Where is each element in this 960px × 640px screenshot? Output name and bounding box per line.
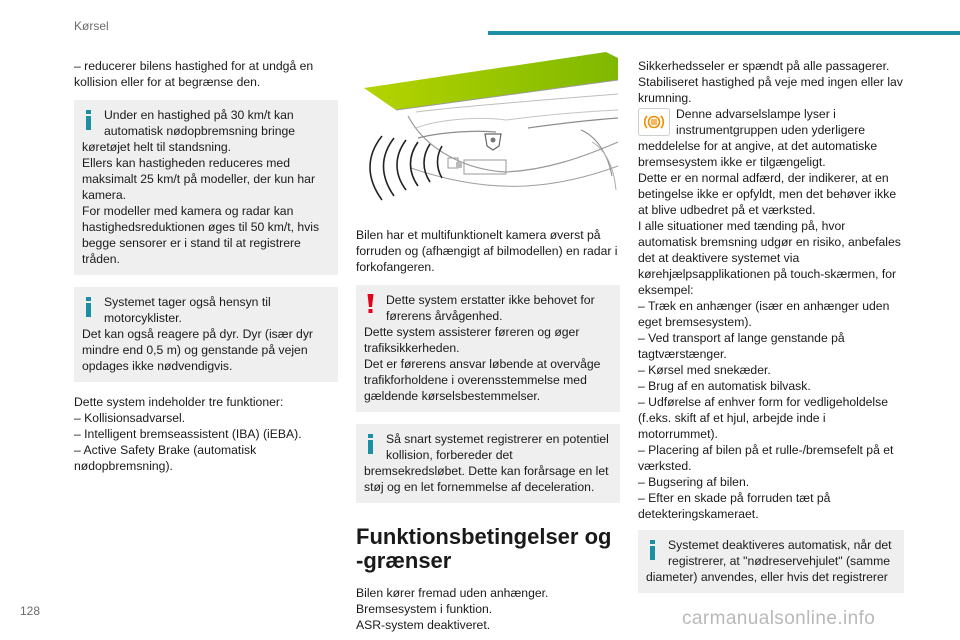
column-1 <box>74 58 338 474</box>
normal-behaviour-text: Dette er en normal adfærd, der indikerer, at en betingelse ikke er opfyldt, men det behøver ikke at blive udbedret på et værksted. <box>638 171 897 217</box>
situation-item: – Kørsel med snekæder. <box>638 363 771 377</box>
info-icon <box>86 110 91 130</box>
situation-item: – Efter en skade på forruden tæt på detekteringskameraet. <box>638 491 831 521</box>
condition-item: Bilen kører fremad uden anhænger. <box>356 586 549 600</box>
watermark: carmanualsonline.info <box>682 608 876 629</box>
info-box-collision-first: Så snart systemet registrerer en potentiel kollision, forbereder det <box>386 432 609 462</box>
info-box-speed <box>74 100 338 275</box>
info-box-collision-rest: bremsekredsløbet. Dette kan forårsage en let støj og en let fornemmelse af deceleration. <box>364 464 609 494</box>
warning-lamp-rest: meddelelse for at angive, at det automatiske bremsesystem ikke er tilgængeligt. <box>638 139 878 169</box>
header-accent-bar <box>488 31 960 35</box>
section-heading: Funktionsbetingelser og -grænser <box>356 524 612 573</box>
function-item: – Kollisionsadvarsel. <box>74 411 186 425</box>
situation-item: – Udførelse af enhver form for vedligeholdelse (f.eks. skift af et hjul, arbejde inde i motorrummet). <box>638 395 888 441</box>
info-box-spare-wheel <box>638 530 904 593</box>
info-box-motorcyclists-first: Systemet tager også hensyn til motorcyklister. <box>104 295 271 325</box>
situation-item: – Ved transport af lange genstande på tagtværstænger. <box>638 331 845 361</box>
warning-box-first: Dette system erstatter ikke behovet for førerens årvågenhed. <box>386 293 595 323</box>
info-box-spare-wheel-first: Systemet deaktiveres automatisk, når det registrerer, at "nødreservehjulet" (samme <box>668 538 892 568</box>
warning-lamp-row <box>638 106 904 138</box>
condition-item: ASR-system deaktiveret. <box>356 618 491 632</box>
intro-text: – reducerer bilens hastighed for at undgå en kollision eller for at begrænse den. <box>74 59 314 89</box>
info-icon <box>86 297 91 317</box>
condition-item: Stabiliseret hastighed på veje med ingen eller lav krumning. <box>638 75 903 105</box>
info-box-collision <box>356 424 620 503</box>
situation-item: – Bugsering af bilen. <box>638 475 750 489</box>
info-box-speed-line3: For modeller med kamera og radar kan hastighedsreduktionen øges til 50 km/t, hvis begge sensorer er i stand til at registrere tråden. <box>82 204 320 266</box>
situation-item: – Træk en anhænger (især en anhænger uden eget bremsesystem). <box>638 299 890 329</box>
windshield-highlight <box>364 52 618 110</box>
condition-item: Sikkerhedsseler er spændt på alle passagerer. <box>638 59 890 73</box>
column-2 <box>356 50 620 633</box>
info-icon <box>368 434 373 454</box>
column-3 <box>638 58 904 593</box>
info-icon <box>650 540 655 560</box>
info-box-motorcyclists-rest: Det kan også reagere på dyr. Dyr (især dyr mindre end 0,5 m) og genstande på vejen opdages ikke nødvendigvis. <box>82 327 313 373</box>
warning-box-line2: Dette system assisterer føreren og øger trafiksikkerheden. <box>364 325 580 355</box>
car-front-illustration <box>356 50 620 210</box>
warning-box-line3: Det er førerens ansvar løbende at overvåge trafikforholdene i overensstemmelse med gældende kørselsbestemmelser. <box>364 357 601 403</box>
page-number: 128 <box>20 604 41 618</box>
section-title: Kørsel <box>74 19 109 33</box>
radar-waves <box>370 136 442 200</box>
condition-item: Bremsesystem i funktion. <box>356 602 493 616</box>
camera-text: Bilen har et multifunktionelt kamera øverst på forruden og (afhængigt af bilmodellen) en radar i forkofangeren. <box>356 228 618 274</box>
situations-intro: I alle situationer med tænding på, hvor automatisk bremsning udgør en risiko, anbefales det at deaktivere systemet via kørehjælpsapplikationen på touch-skærmen, for eksempel: <box>638 219 901 297</box>
brand-logo <box>485 134 501 150</box>
function-item: – Active Safety Brake (automatisk nødopbremsning). <box>74 443 257 473</box>
info-box-speed-first: Under en hastighed på 30 km/t kan automatisk nødopbremsning bringe <box>104 108 296 138</box>
function-item: – Intelligent bremseassistent (IBA) (iEBA). <box>74 427 302 441</box>
info-box-motorcyclists <box>74 287 338 382</box>
exclamation-icon <box>367 294 374 314</box>
warning-box <box>356 285 620 412</box>
info-box-speed-rest: køretøjet helt til standsning. <box>82 140 232 154</box>
situation-item: – Placering af bilen på et rulle-/bremsefelt på et værksted. <box>638 443 894 473</box>
brake-warning-lamp-icon <box>638 108 670 136</box>
warning-lamp-text: Denne advarselslampe lyser i instrumentgruppen uden yderligere <box>676 107 866 137</box>
info-box-spare-wheel-rest: diameter) anvendes, eller hvis det registrerer <box>646 570 888 584</box>
info-box-speed-line2: Ellers kan hastigheden reduceres med maksimalt 25 km/t på modeller, der kun har kamera. <box>82 156 316 202</box>
functions-intro: Dette system indeholder tre funktioner: <box>74 395 284 409</box>
situation-item: – Brug af en automatisk bilvask. <box>638 379 811 393</box>
